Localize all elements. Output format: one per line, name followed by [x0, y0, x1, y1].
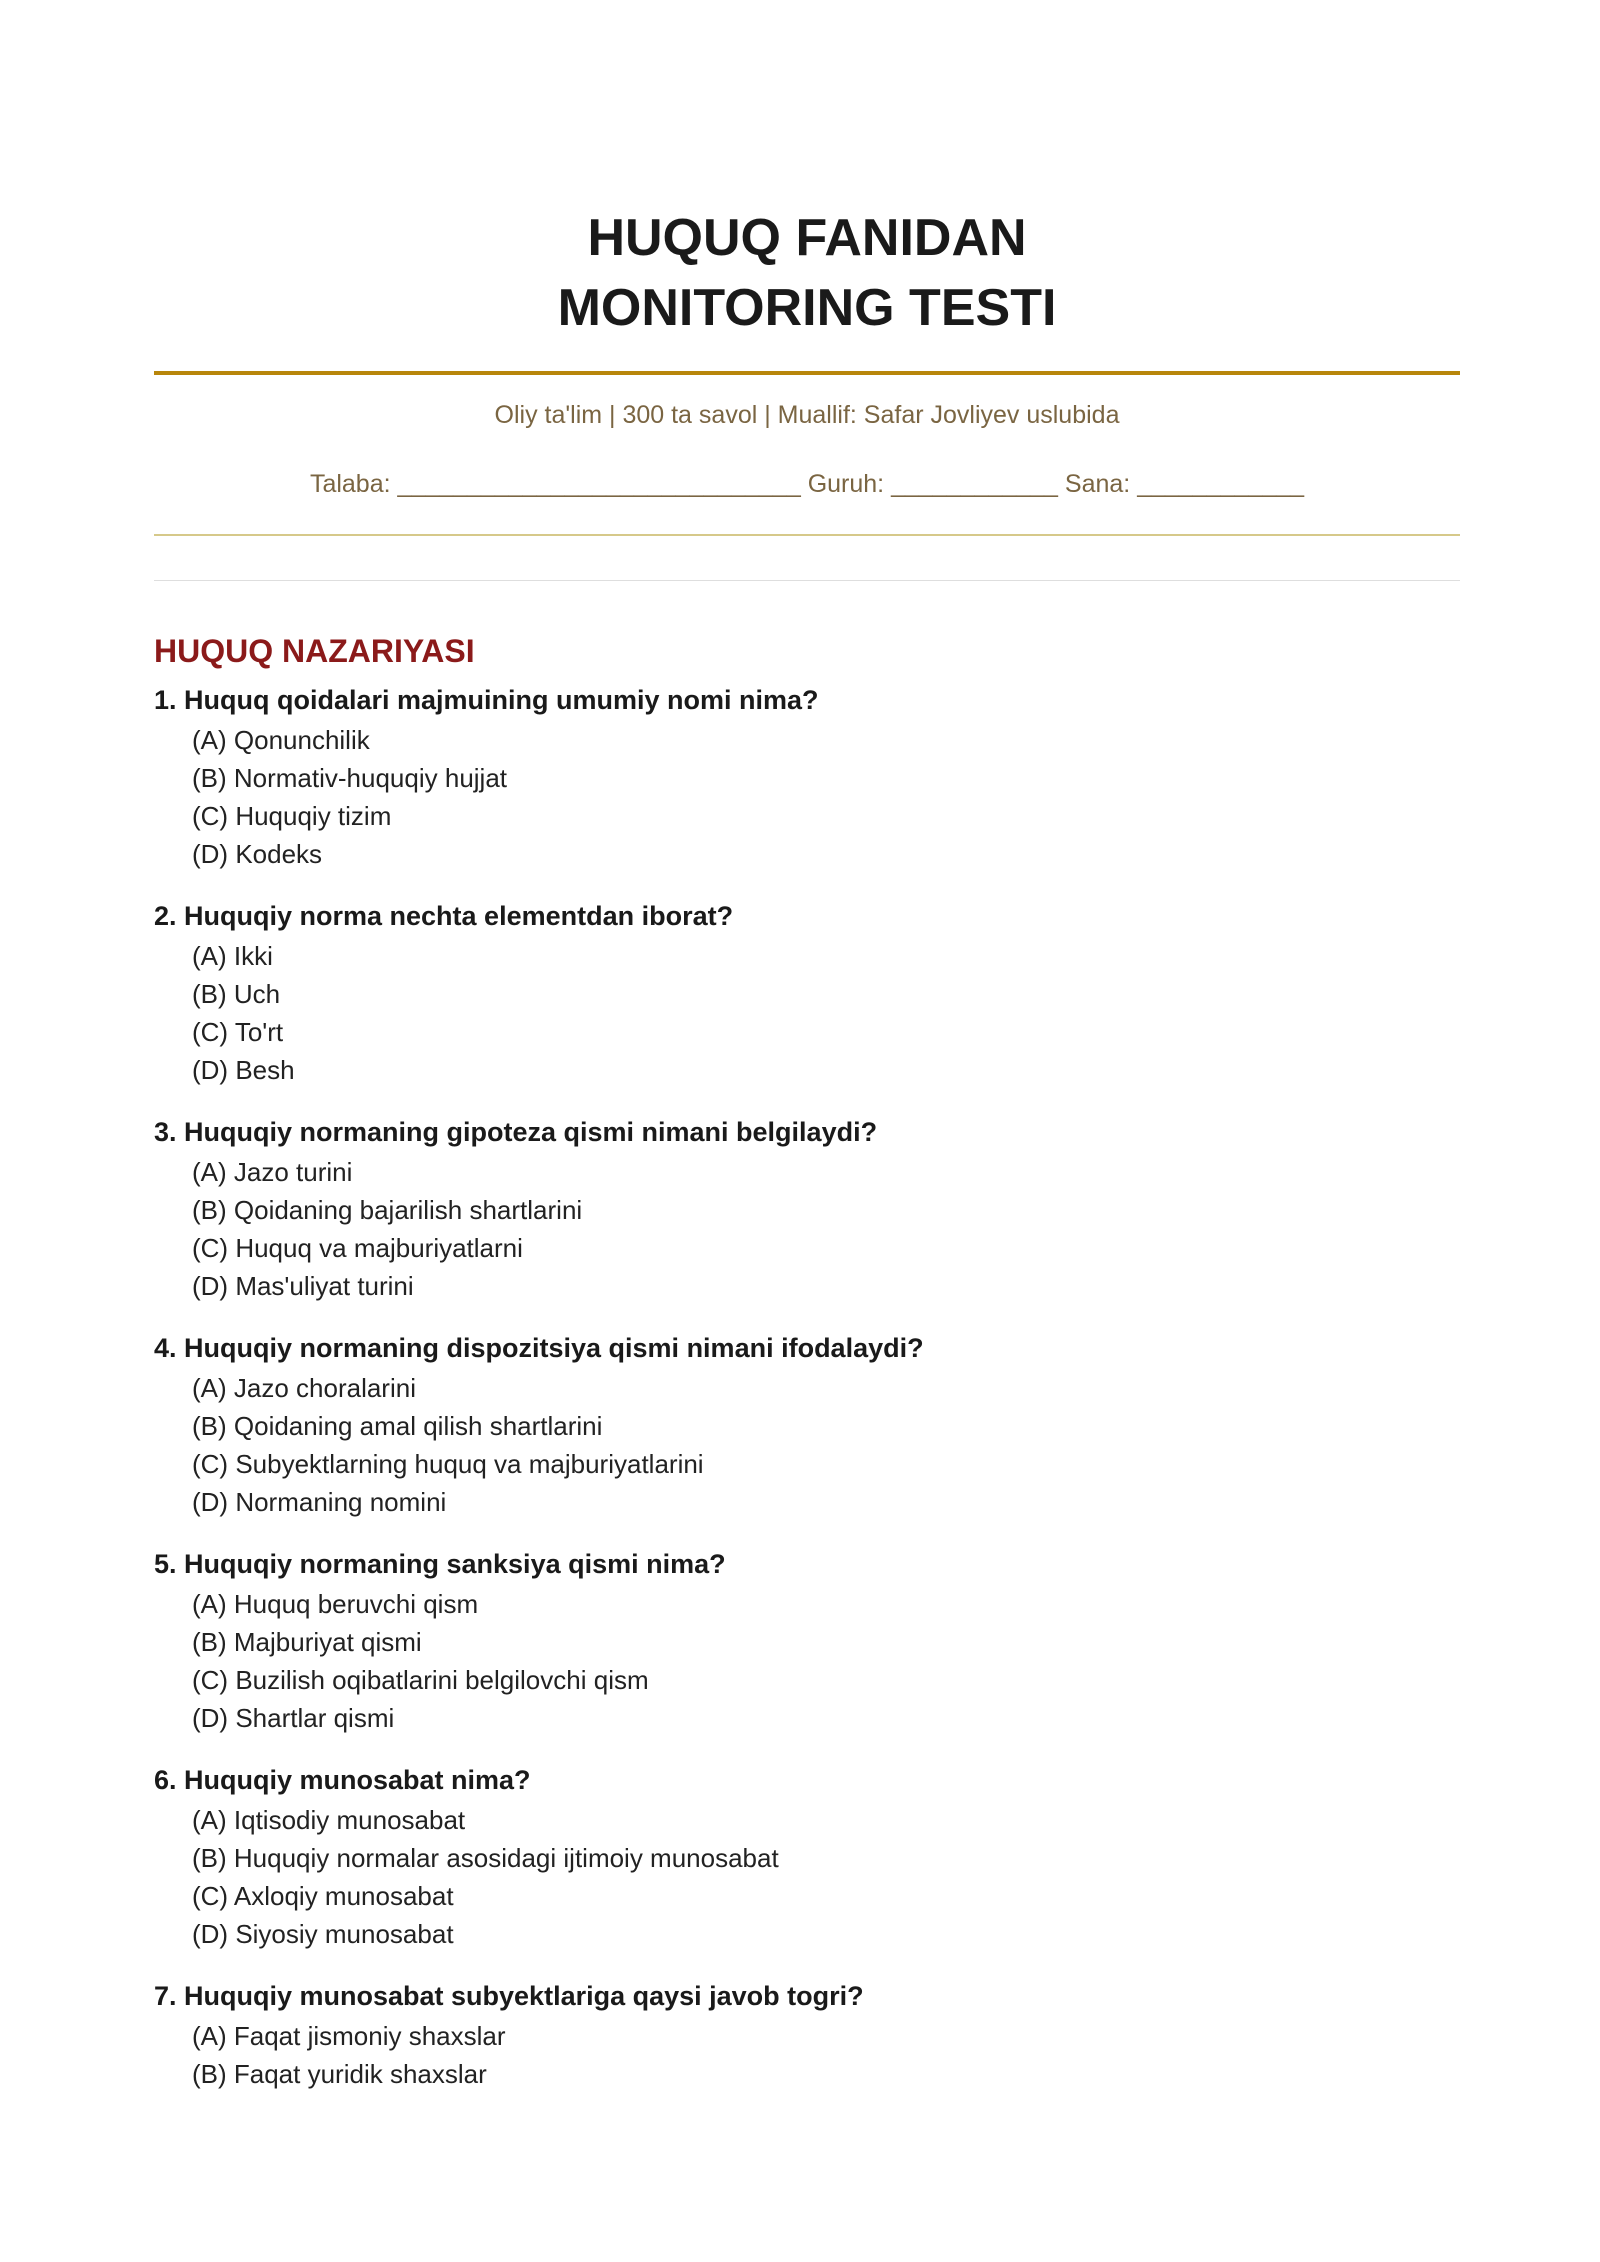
question-item — [154, 897, 1460, 1089]
answer-option: (B) Uch — [192, 979, 281, 1009]
question-text: 6. Huquqiy munosabat nima? — [154, 1765, 531, 1795]
header-divider-1 — [154, 534, 1460, 536]
student-label: Talaba: — [309, 470, 391, 498]
answer-options — [154, 1801, 1460, 1953]
answer-options — [154, 1369, 1460, 1521]
date-label: Sana: — [1064, 470, 1131, 498]
answer-option: (B) Huquqiy normalar asosidagi ijtimoiy munosabat — [192, 1843, 779, 1873]
answer-option: (A) Jazo turini — [192, 1157, 353, 1187]
question-item — [154, 1977, 1460, 2093]
answer-option: (D) Shartlar qismi — [192, 1703, 395, 1733]
question-text: 5. Huquqiy normaning sanksiya qismi nima? — [154, 1549, 726, 1579]
answer-option: (C) Buzilish oqibatlarini belgilovchi qism — [192, 1665, 649, 1695]
answer-options — [154, 721, 1460, 873]
answer-options — [154, 1153, 1460, 1305]
question-item — [154, 1761, 1460, 1953]
question-text: 7. Huquqiy munosabat subyektlariga qaysi javob togri? — [154, 1981, 864, 2011]
answer-option: (D) Normaning nomini — [192, 1487, 447, 1517]
title-divider — [154, 371, 1460, 375]
title-line-2: MONITORING TESTI — [557, 279, 1057, 337]
answer-option: (D) Besh — [192, 1055, 295, 1085]
title-line-1: HUQUQ FANIDAN — [587, 209, 1027, 267]
document-page — [154, 0, 1460, 2093]
question-item — [154, 1545, 1460, 1737]
section-heading: HUQUQ NAZARIYASI — [154, 633, 475, 669]
answer-option: (A) Iqtisodiy munosabat — [192, 1805, 466, 1835]
question-list — [154, 681, 1460, 2093]
question-text: 1. Huquq qoidalari majmuining umumiy nomi nima? — [154, 685, 819, 715]
answer-option: (B) Majburiyat qismi — [192, 1627, 422, 1657]
group-blank: ____________ — [891, 470, 1058, 498]
answer-option: (A) Faqat jismoniy shaxslar — [192, 2021, 506, 2051]
document-subtitle: Oliy ta'lim | 300 ta savol | Muallif: Safar Jovliyev uslubida — [494, 401, 1120, 429]
answer-options — [154, 2017, 1460, 2093]
date-blank: ____________ — [1137, 470, 1305, 498]
student-name-blank: _____________________________ — [397, 470, 801, 498]
answer-option: (D) Kodeks — [192, 839, 323, 869]
document-title — [154, 0, 1460, 343]
answer-option: (B) Qoidaning bajarilish shartlarini — [192, 1195, 583, 1225]
question-item — [154, 1329, 1460, 1521]
answer-option: (B) Normativ-huquqiy hujjat — [192, 763, 508, 793]
answer-option: (D) Mas'uliyat turini — [192, 1271, 414, 1301]
answer-option: (D) Siyosiy munosabat — [192, 1919, 454, 1949]
student-info-fields — [154, 467, 1460, 501]
question-text: 3. Huquqiy normaning gipoteza qismi nimani belgilaydi? — [154, 1117, 878, 1147]
answer-option: (C) To'rt — [192, 1017, 284, 1047]
answer-option: (C) Huquqiy tizim — [192, 801, 392, 831]
header-divider-2 — [154, 580, 1460, 581]
answer-option: (A) Huquq beruvchi qism — [192, 1589, 479, 1619]
answer-options — [154, 1585, 1460, 1737]
group-label: Guruh: — [807, 470, 885, 498]
answer-option: (C) Subyektlarning huquq va majburiyatlarini — [192, 1449, 704, 1479]
answer-option: (A) Qonunchilik — [192, 725, 370, 755]
answer-options — [154, 937, 1460, 1089]
question-item — [154, 1113, 1460, 1305]
question-item — [154, 681, 1460, 873]
answer-option: (C) Axloqiy munosabat — [192, 1881, 454, 1911]
answer-option: (C) Huquq va majburiyatlarni — [192, 1233, 523, 1263]
answer-option: (B) Qoidaning amal qilish shartlarini — [192, 1411, 603, 1441]
question-text: 2. Huquqiy norma nechta elementdan iborat? — [154, 901, 734, 931]
answer-option: (A) Ikki — [192, 941, 273, 971]
answer-option: (A) Jazo choralarini — [192, 1373, 416, 1403]
question-text: 4. Huquqiy normaning dispozitsiya qismi nimani ifodalaydi? — [154, 1333, 924, 1363]
answer-option: (B) Faqat yuridik shaxslar — [192, 2059, 487, 2089]
